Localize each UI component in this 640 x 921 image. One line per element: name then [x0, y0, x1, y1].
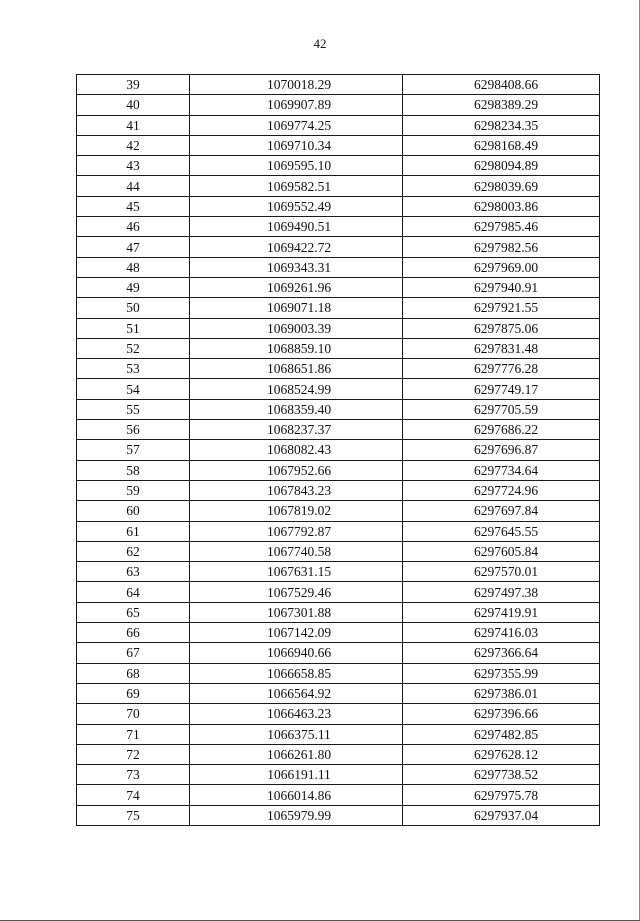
- table-row: [77, 744, 600, 764]
- x-coordinate-cell: 1069422.72: [190, 237, 403, 257]
- y-coordinate-cell: 6297628.12: [403, 744, 600, 764]
- table-row: [77, 602, 600, 622]
- y-coordinate-cell: 6297396.66: [403, 704, 600, 724]
- x-coordinate-cell: 1068359.40: [190, 399, 403, 419]
- y-coordinate-cell: 6297366.64: [403, 643, 600, 663]
- table-row: [77, 135, 600, 155]
- point-number-cell: 57: [77, 440, 190, 460]
- point-number-cell: 62: [77, 541, 190, 561]
- point-number-cell: 66: [77, 623, 190, 643]
- table-row: [77, 115, 600, 135]
- x-coordinate-cell: 1066564.92: [190, 683, 403, 703]
- point-number-cell: 68: [77, 663, 190, 683]
- y-coordinate-cell: 6297696.87: [403, 440, 600, 460]
- y-coordinate-cell: 6297921.55: [403, 298, 600, 318]
- table-row: [77, 562, 600, 582]
- x-coordinate-cell: 1067301.88: [190, 602, 403, 622]
- y-coordinate-cell: 6297749.17: [403, 379, 600, 399]
- y-coordinate-cell: 6297776.28: [403, 359, 600, 379]
- point-number-cell: 44: [77, 176, 190, 196]
- point-number-cell: 70: [77, 704, 190, 724]
- x-coordinate-cell: 1069552.49: [190, 196, 403, 216]
- point-number-cell: 42: [77, 135, 190, 155]
- x-coordinate-cell: 1067142.09: [190, 623, 403, 643]
- x-coordinate-cell: 1067843.23: [190, 480, 403, 500]
- table-row: [77, 75, 600, 95]
- table-row: [77, 217, 600, 237]
- point-number-cell: 60: [77, 501, 190, 521]
- point-number-cell: 71: [77, 724, 190, 744]
- y-coordinate-cell: 6297738.52: [403, 765, 600, 785]
- table-row: [77, 480, 600, 500]
- y-coordinate-cell: 6298389.29: [403, 95, 600, 115]
- x-coordinate-cell: 1069071.18: [190, 298, 403, 318]
- x-coordinate-cell: 1069490.51: [190, 217, 403, 237]
- x-coordinate-cell: 1068651.86: [190, 359, 403, 379]
- x-coordinate-cell: 1066261.80: [190, 744, 403, 764]
- x-coordinate-cell: 1069261.96: [190, 277, 403, 297]
- x-coordinate-cell: 1067740.58: [190, 541, 403, 561]
- x-coordinate-cell: 1066014.86: [190, 785, 403, 805]
- x-coordinate-cell: 1068524.99: [190, 379, 403, 399]
- point-number-cell: 43: [77, 156, 190, 176]
- x-coordinate-cell: 1069343.31: [190, 257, 403, 277]
- table-row: [77, 176, 600, 196]
- table-row: [77, 724, 600, 744]
- point-number-cell: 67: [77, 643, 190, 663]
- point-number-cell: 73: [77, 765, 190, 785]
- x-coordinate-cell: 1067819.02: [190, 501, 403, 521]
- x-coordinate-cell: 1068859.10: [190, 338, 403, 358]
- y-coordinate-cell: 6297419.91: [403, 602, 600, 622]
- point-number-cell: 46: [77, 217, 190, 237]
- x-coordinate-cell: 1069774.25: [190, 115, 403, 135]
- y-coordinate-cell: 6297697.84: [403, 501, 600, 521]
- point-number-cell: 51: [77, 318, 190, 338]
- table-row: [77, 623, 600, 643]
- x-coordinate-cell: 1067792.87: [190, 521, 403, 541]
- point-number-cell: 72: [77, 744, 190, 764]
- table-row: [77, 541, 600, 561]
- x-coordinate-cell: 1069003.39: [190, 318, 403, 338]
- table-row: [77, 257, 600, 277]
- point-number-cell: 48: [77, 257, 190, 277]
- y-coordinate-cell: 6298234.35: [403, 115, 600, 135]
- x-coordinate-cell: 1069710.34: [190, 135, 403, 155]
- point-number-cell: 59: [77, 480, 190, 500]
- point-number-cell: 52: [77, 338, 190, 358]
- table-row: [77, 663, 600, 683]
- y-coordinate-cell: 6298094.89: [403, 156, 600, 176]
- point-number-cell: 55: [77, 399, 190, 419]
- x-coordinate-cell: 1068082.43: [190, 440, 403, 460]
- y-coordinate-cell: 6297570.01: [403, 562, 600, 582]
- x-coordinate-cell: 1066463.23: [190, 704, 403, 724]
- y-coordinate-cell: 6297937.04: [403, 805, 600, 825]
- y-coordinate-cell: 6297982.56: [403, 237, 600, 257]
- point-number-cell: 45: [77, 196, 190, 216]
- point-number-cell: 53: [77, 359, 190, 379]
- point-number-cell: 65: [77, 602, 190, 622]
- x-coordinate-cell: 1069595.10: [190, 156, 403, 176]
- table-row: [77, 683, 600, 703]
- x-coordinate-cell: 1069582.51: [190, 176, 403, 196]
- y-coordinate-cell: 6297355.99: [403, 663, 600, 683]
- point-number-cell: 54: [77, 379, 190, 399]
- y-coordinate-cell: 6297482.85: [403, 724, 600, 744]
- page-number: 42: [313, 36, 327, 51]
- table-row: [77, 501, 600, 521]
- point-number-cell: 74: [77, 785, 190, 805]
- table-row: [77, 420, 600, 440]
- y-coordinate-cell: 6297605.84: [403, 541, 600, 561]
- table-row: [77, 359, 600, 379]
- x-coordinate-cell: 1067529.46: [190, 582, 403, 602]
- y-coordinate-cell: 6298039.69: [403, 176, 600, 196]
- point-number-cell: 47: [77, 237, 190, 257]
- x-coordinate-cell: 1067952.66: [190, 460, 403, 480]
- y-coordinate-cell: 6297416.03: [403, 623, 600, 643]
- y-coordinate-cell: 6297985.46: [403, 217, 600, 237]
- y-coordinate-cell: 6297875.06: [403, 318, 600, 338]
- y-coordinate-cell: 6297940.91: [403, 277, 600, 297]
- x-coordinate-cell: 1066191.11: [190, 765, 403, 785]
- coordinates-table: [76, 74, 600, 826]
- y-coordinate-cell: 6297705.59: [403, 399, 600, 419]
- table-row: [77, 156, 600, 176]
- y-coordinate-cell: 6297724.96: [403, 480, 600, 500]
- point-number-cell: 69: [77, 683, 190, 703]
- y-coordinate-cell: 6297645.55: [403, 521, 600, 541]
- table-row: [77, 765, 600, 785]
- point-number-cell: 75: [77, 805, 190, 825]
- point-number-cell: 56: [77, 420, 190, 440]
- x-coordinate-cell: 1065979.99: [190, 805, 403, 825]
- point-number-cell: 49: [77, 277, 190, 297]
- point-number-cell: 64: [77, 582, 190, 602]
- y-coordinate-cell: 6298408.66: [403, 75, 600, 95]
- x-coordinate-cell: 1067631.15: [190, 562, 403, 582]
- table-row: [77, 704, 600, 724]
- point-number-cell: 41: [77, 115, 190, 135]
- x-coordinate-cell: 1066375.11: [190, 724, 403, 744]
- table-row: [77, 379, 600, 399]
- x-coordinate-cell: 1070018.29: [190, 75, 403, 95]
- y-coordinate-cell: 6297975.78: [403, 785, 600, 805]
- table-row: [77, 582, 600, 602]
- table-row: [77, 196, 600, 216]
- table-row: [77, 805, 600, 825]
- table-row: [77, 460, 600, 480]
- table-row: [77, 785, 600, 805]
- point-number-cell: 58: [77, 460, 190, 480]
- table-row: [77, 521, 600, 541]
- point-number-cell: 61: [77, 521, 190, 541]
- table-row: [77, 440, 600, 460]
- x-coordinate-cell: 1066658.85: [190, 663, 403, 683]
- point-number-cell: 63: [77, 562, 190, 582]
- x-coordinate-cell: 1068237.37: [190, 420, 403, 440]
- y-coordinate-cell: 6297497.38: [403, 582, 600, 602]
- x-coordinate-cell: 1066940.66: [190, 643, 403, 663]
- coordinates-table-body: [77, 75, 600, 826]
- y-coordinate-cell: 6298003.86: [403, 196, 600, 216]
- y-coordinate-cell: 6298168.49: [403, 135, 600, 155]
- y-coordinate-cell: 6297969.00: [403, 257, 600, 277]
- table-row: [77, 298, 600, 318]
- point-number-cell: 39: [77, 75, 190, 95]
- point-number-cell: 50: [77, 298, 190, 318]
- table-row: [77, 318, 600, 338]
- y-coordinate-cell: 6297386.01: [403, 683, 600, 703]
- y-coordinate-cell: 6297686.22: [403, 420, 600, 440]
- table-row: [77, 399, 600, 419]
- table-row: [77, 237, 600, 257]
- point-number-cell: 40: [77, 95, 190, 115]
- table-row: [77, 643, 600, 663]
- x-coordinate-cell: 1069907.89: [190, 95, 403, 115]
- y-coordinate-cell: 6297831.48: [403, 338, 600, 358]
- table-row: [77, 95, 600, 115]
- table-row: [77, 277, 600, 297]
- table-row: [77, 338, 600, 358]
- y-coordinate-cell: 6297734.64: [403, 460, 600, 480]
